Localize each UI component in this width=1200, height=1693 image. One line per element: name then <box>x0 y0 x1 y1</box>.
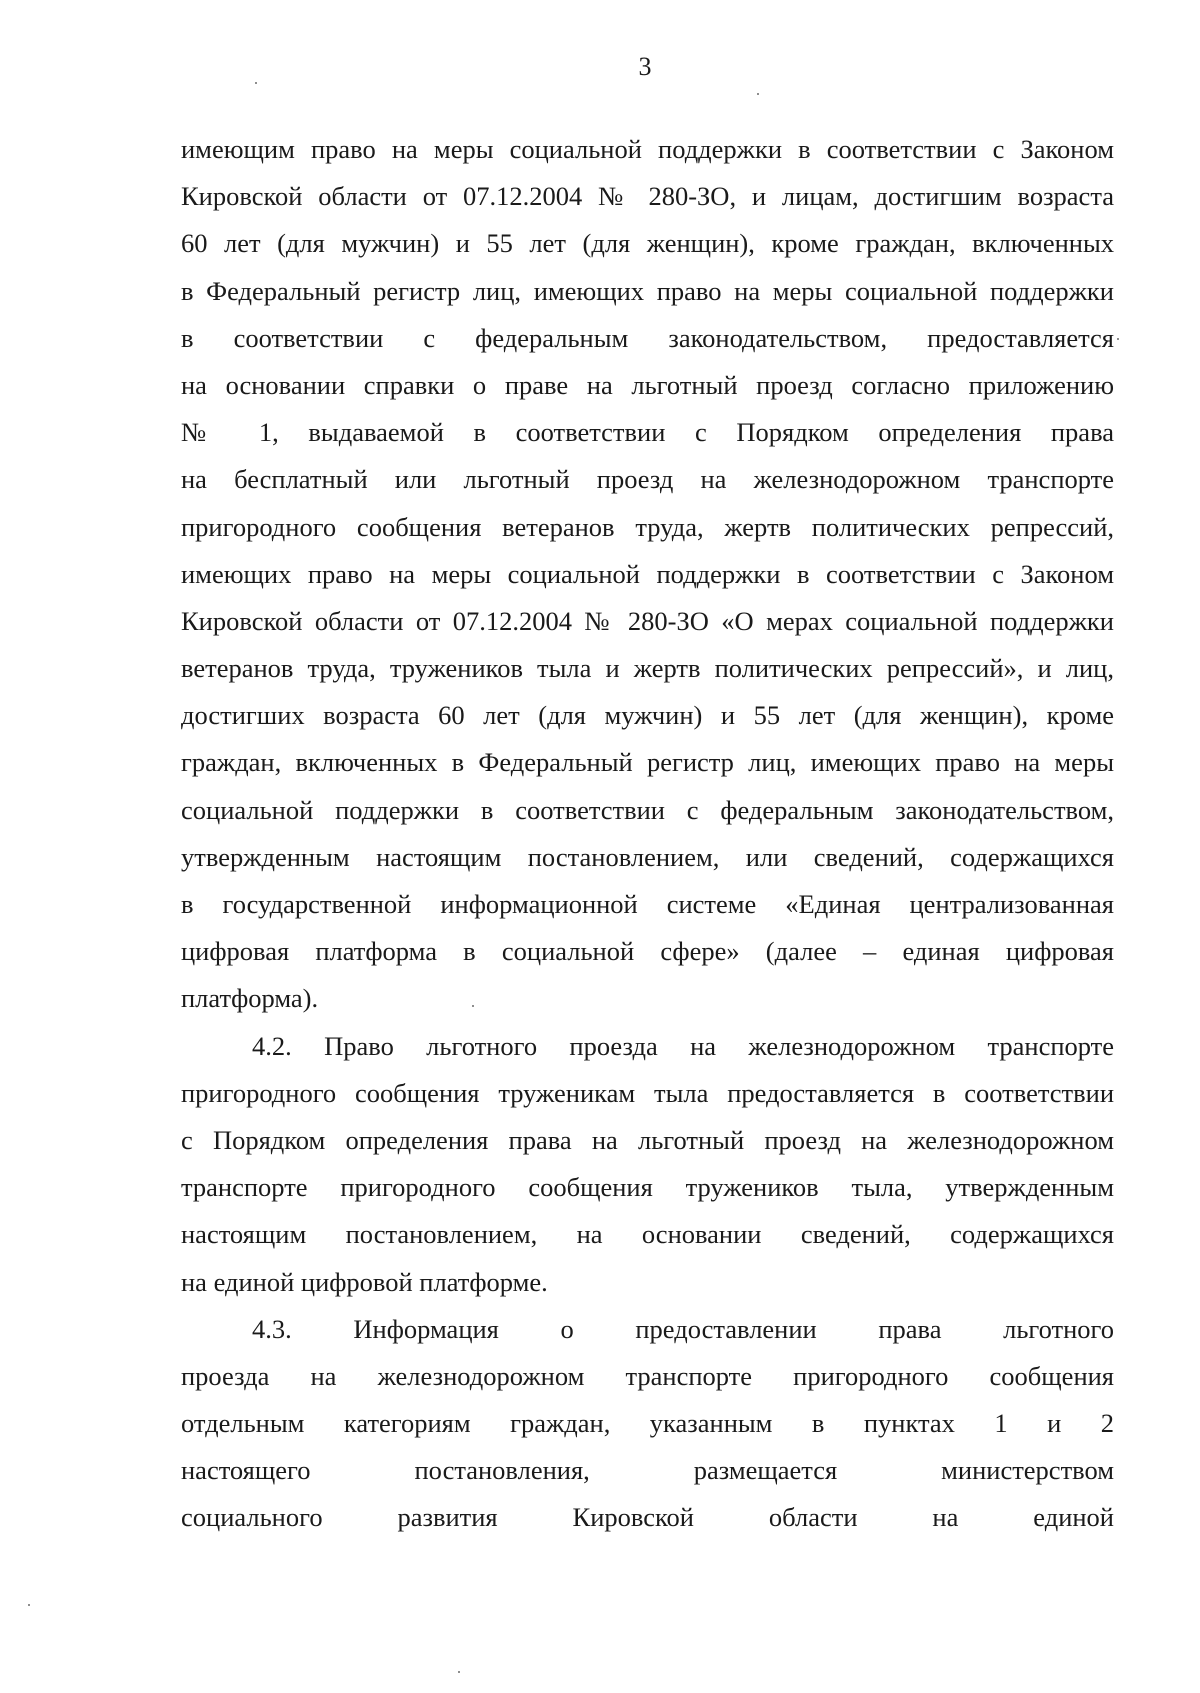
text-line: пригородного сообщения труженикам тыла предоставляется в соответствии <box>181 1077 1114 1108</box>
text-line: 4.3. Информация о предоставлении права льготного <box>252 1313 1114 1344</box>
text-line: в соответствии с федеральным законодательством, предоставляется <box>181 322 1114 353</box>
text-line: имеющим право на меры социальной поддержки в соответствии с Законом <box>181 134 1114 164</box>
text-line: настоящим постановлением, на основании сведений, содержащихся <box>181 1219 1114 1250</box>
text-line: пригородного сообщения ветеранов труда, жертв политических репрессий, <box>181 511 1114 542</box>
text-line: с Порядком определения права на льготный проезд на железнодорожном <box>181 1124 1114 1155</box>
text-line: ветеранов труда, тружеников тыла и жертв политических репрессий», и лиц, <box>181 653 1114 684</box>
scan-speck <box>458 1671 460 1673</box>
text-line: платформа). <box>181 983 319 1014</box>
text-line: цифровая платформа в социальной сфере» (далее – единая цифровая <box>181 936 1114 967</box>
text-line: на единой цифровой платформе. <box>181 1266 548 1297</box>
text-line: на бесплатный или льготный проезд на железнодорожном транспорте <box>181 464 1114 495</box>
scan-speck <box>1117 338 1119 340</box>
text-line: достигших возраста 60 лет (для мужчин) и 55 лет (для женщин), кроме <box>181 700 1114 731</box>
text-line: имеющих право на меры социальной поддержки в соответствии с Законом <box>181 558 1114 589</box>
paragraph-1 <box>181 126 1114 1023</box>
text-line: 60 лет (для мужчин) и 55 лет (для женщин), кроме граждан, включенных <box>181 228 1114 259</box>
scan-speck <box>757 93 759 95</box>
text-line: граждан, включенных в Федеральный регистр лиц, имеющих право на меры <box>181 747 1114 778</box>
text-line: утвержденным настоящим постановлением, или сведений, содержащихся <box>181 841 1114 872</box>
text-line: социальной поддержки в соответствии с федеральным законодательством, <box>181 794 1114 825</box>
document-body <box>181 126 1114 1542</box>
text-line: № 1, выдаваемой в соответствии с Порядком определения права <box>181 417 1114 448</box>
paragraph-4-3 <box>181 1306 1114 1542</box>
text-line: транспорте пригородного сообщения тружеников тыла, утвержденным <box>181 1172 1114 1203</box>
text-line: в Федеральный регистр лиц, имеющих право на меры социальной поддержки <box>181 275 1114 306</box>
scan-speck <box>472 1005 474 1007</box>
text-line: Кировской области от 07.12.2004 № 280-ЗО «О мерах социальной поддержки <box>181 605 1114 636</box>
text-line: в государственной информационной системе «Единая централизованная <box>181 889 1114 919</box>
text-line: 4.2. Право льготного проезда на железнодорожном транспорте <box>252 1030 1114 1061</box>
scan-speck <box>255 82 257 84</box>
text-line: отдельным категориям граждан, указанным в пунктах 1 и 2 <box>181 1408 1114 1439</box>
text-line: Кировской области от 07.12.2004 № 280-ЗО, и лицам, достигшим возраста <box>181 181 1114 212</box>
text-line: на основании справки о праве на льготный проезд согласно приложению <box>181 369 1114 400</box>
paragraph-4-2 <box>181 1023 1114 1306</box>
page-number: 3 <box>638 52 652 81</box>
scan-speck <box>28 1604 30 1606</box>
text-line: социального развития Кировской области на единой <box>181 1502 1114 1533</box>
text-line: настоящего постановления, размещается министерством <box>181 1455 1114 1486</box>
text-line: проезда на железнодорожном транспорте пригородного сообщения <box>181 1360 1114 1391</box>
